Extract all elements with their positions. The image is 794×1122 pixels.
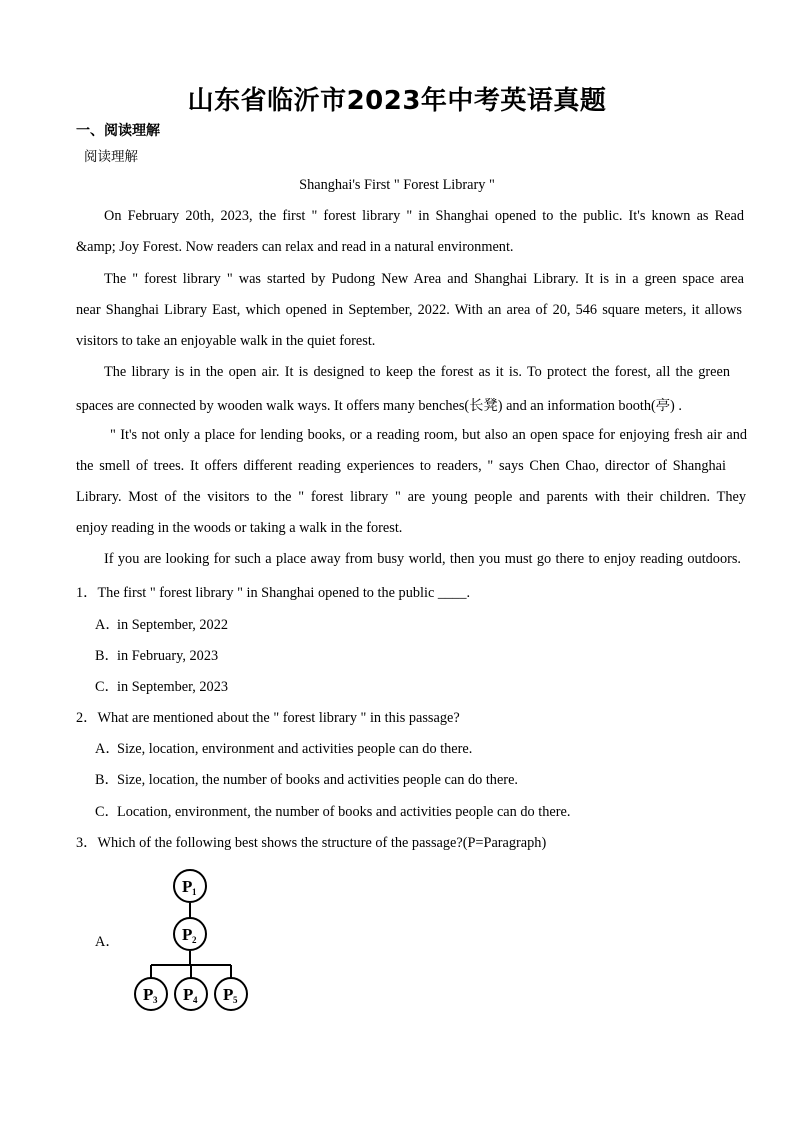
node-label: P bbox=[183, 985, 194, 1004]
option-label: B． bbox=[95, 648, 119, 664]
option-label: B． bbox=[95, 772, 119, 788]
passage-line: near Shanghai Library East, which opened in September, 2022. With an area of 20, 546 square meters, it allows bbox=[76, 302, 742, 318]
passage-line: &amp; Joy Forest. Now readers can relax and read in a natural environment. bbox=[76, 239, 514, 255]
question-3 bbox=[76, 832, 546, 852]
node-subscript: 5 bbox=[233, 995, 238, 1005]
passage-line: The library is in the open air. It is designed to keep the forest as it is. To protect the forest, all the green bbox=[104, 364, 730, 380]
node-subscript: 1 bbox=[192, 887, 197, 897]
question-number: 1． bbox=[76, 585, 98, 601]
structure-diagram bbox=[130, 866, 260, 1021]
option-1a bbox=[95, 614, 228, 634]
question-2 bbox=[76, 707, 460, 727]
option-text: Size, location, the number of books and activities people can do there. bbox=[117, 772, 518, 788]
passage-line: spaces are connected by wooden walk ways. It offers many benches(长凳) and an information booth(亭) . bbox=[76, 398, 682, 414]
passage-line: visitors to take an enjoyable walk in the quiet forest. bbox=[76, 333, 376, 349]
option-label: A． bbox=[95, 741, 120, 757]
question-number: 3． bbox=[76, 835, 98, 851]
node-subscript: 2 bbox=[192, 935, 197, 945]
option-label: C． bbox=[95, 679, 119, 695]
node-subscript: 3 bbox=[153, 995, 158, 1005]
passage-line: " It's not only a place for lending books, or a reading room, but also an open space for enjoying fresh air and bbox=[110, 427, 747, 443]
page-title: 山东省临沂市2023年中考英语真题 bbox=[187, 86, 607, 116]
passage-line: the smell of trees. It offers different reading experiences to readers, " says Chen Chao, director of Shanghai bbox=[76, 458, 726, 474]
passage-line: On February 20th, 2023, the first " forest library " in Shanghai opened to the public. It's known as Read bbox=[104, 208, 744, 224]
option-text: Location, environment, the number of books and activities people can do there. bbox=[117, 804, 571, 820]
option-1c bbox=[95, 676, 228, 696]
passage-title: Shanghai's First " Forest Library " bbox=[299, 177, 495, 193]
passage-line: The " forest library " was started by Pudong New Area and Shanghai Library. It is in a green space area bbox=[104, 271, 744, 287]
node-subscript: 4 bbox=[193, 995, 198, 1005]
option-label: C． bbox=[95, 804, 119, 820]
option-text: in February, 2023 bbox=[117, 648, 219, 664]
option-3a-label: A． bbox=[95, 934, 120, 950]
node-label: P bbox=[143, 985, 154, 1004]
question-stem: The first " forest library " in Shanghai opened to the public ____. bbox=[97, 585, 471, 601]
option-2a bbox=[95, 738, 472, 758]
section-heading: 一、阅读理解 bbox=[76, 123, 160, 139]
question-stem: What are mentioned about the " forest library " in this passage? bbox=[97, 710, 460, 726]
option-2b bbox=[95, 769, 518, 789]
node-label: P bbox=[182, 925, 193, 944]
question-stem: Which of the following best shows the structure of the passage?(P=Paragraph) bbox=[97, 835, 547, 851]
sub-heading: 阅读理解 bbox=[84, 149, 138, 165]
node-label: P bbox=[223, 985, 234, 1004]
node-label: P bbox=[182, 877, 193, 896]
question-number: 2． bbox=[76, 710, 98, 726]
option-text: in September, 2023 bbox=[117, 679, 229, 695]
question-1 bbox=[76, 582, 470, 602]
option-1b bbox=[95, 645, 218, 665]
option-2c bbox=[95, 801, 570, 821]
structure-diagram-svg bbox=[130, 866, 260, 1016]
passage-line: Library. Most of the visitors to the " forest library " are young people and parents with their children. They bbox=[76, 489, 746, 505]
option-text: Size, location, environment and activities people can do there. bbox=[117, 741, 473, 757]
option-text: in September, 2022 bbox=[117, 617, 229, 633]
passage-line: If you are looking for such a place away from busy world, then you must go there to enjoy reading outdoors. bbox=[104, 551, 741, 567]
passage-line: enjoy reading in the woods or taking a walk in the forest. bbox=[76, 520, 403, 536]
option-label: A． bbox=[95, 617, 120, 633]
